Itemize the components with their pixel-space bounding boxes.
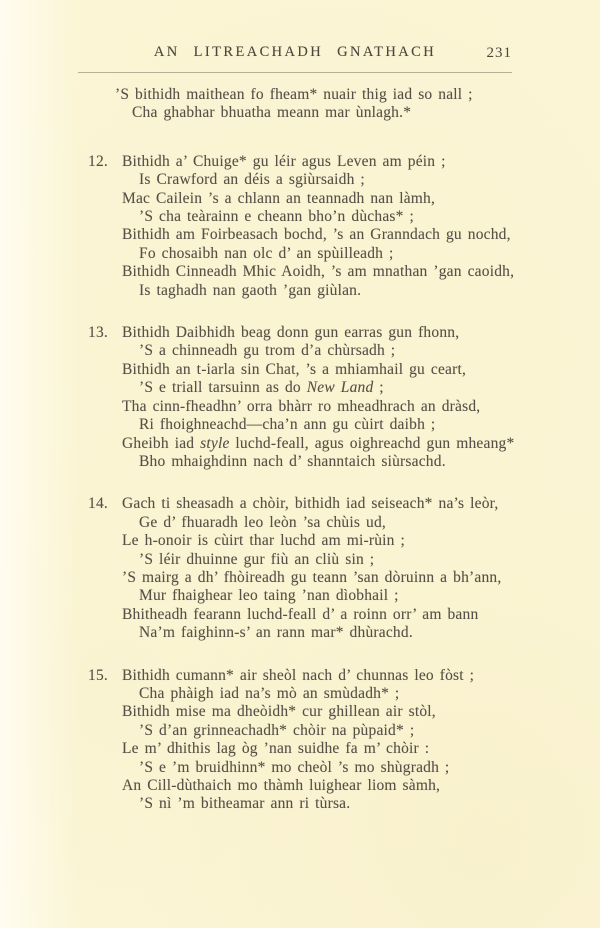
running-title: AN LITREACHADH GNATHACH <box>153 44 437 60</box>
verse-line: Bithidh an t-iarla sin Chat, ’s a mhiamhail gu ceart, <box>122 360 467 378</box>
verse-line: ’S cha teàrainn e cheann bho’n dùchas* ; <box>139 208 414 226</box>
verse-line: Bithidh mise ma dheòidh* cur ghillean air stòl, <box>122 703 436 721</box>
stanza <box>88 324 570 471</box>
verse-line: Bithidh Daibhidh beag donn gun earras gun fhonn, <box>122 324 460 342</box>
verse-line: Bithidh a’ Chuige* gu léir agus Leven am péin ; <box>122 152 446 170</box>
stanza-number: 15. <box>88 666 108 684</box>
verse-line: Mac Cailein ’s a chlann an teannadh nan làmh, <box>122 189 436 207</box>
stanza-lines <box>122 324 514 471</box>
verse-line: Bho mhaighdinn nach d’ shanntaich siùrsachd. <box>139 452 446 470</box>
verse-line: ’S d’an grinneachadh* chòir na pùpaid* ; <box>139 721 415 739</box>
verse-line: Cha ghabhar bhuatha meann mar ùnlagh.* <box>132 104 412 122</box>
poem-body <box>88 86 570 814</box>
verse-line: Bithidh Cinneadh Mhic Aoidh, ’s am mnathan ’gan caoidh, <box>122 263 515 281</box>
verse-line: ’S bithidh maithean fo fheam* nuair thig iad so nall ; <box>115 86 473 103</box>
verse-line: ’S léir dhuinne gur fiù an cliù sin ; <box>139 550 375 568</box>
verse-line: An Cill-dùthaich mo thàmh luighear liom sàmh, <box>122 777 441 794</box>
stanza <box>88 495 570 642</box>
verse-line: ’S nì ’m bitheamar ann ri tùrsa. <box>139 795 351 813</box>
page-header <box>78 44 512 73</box>
stanza-number: 12. <box>88 152 108 170</box>
verse-line: Bithidh cumann* air sheòl nach d’ chunnas leo fòst ; <box>122 666 475 684</box>
italic-phrase: style <box>200 434 230 452</box>
stanza-number: 13. <box>88 324 108 342</box>
verse-line: Tha cinn-fheadhn’ orra bhàrr ro mheadhrach an dràsd, <box>122 397 481 415</box>
verse-line: Is taghadh nan gaoth ’gan giùlan. <box>139 281 362 299</box>
verse-line: Bhitheadh fearann luchd-feall d’ a roinn orr’ am bann <box>122 605 479 623</box>
stanza-fragment <box>115 86 570 123</box>
verse-line: Na’m faighinn-s’ an rann mar* dhùrachd. <box>139 624 413 642</box>
verse-line: Le h-onoir is cùirt thar luchd am mi-rùin ; <box>122 532 405 550</box>
verse-line: ’S a chinneadh gu trom d’a chùrsadh ; <box>139 342 396 360</box>
header-rule <box>78 72 512 73</box>
page-number: 231 <box>486 45 512 61</box>
verse-line: ’S e ’m bruidhinn* mo cheòl ’s mo shùgradh ; <box>139 758 450 776</box>
verse-line: Gach ti sheasadh a chòir, bithidh iad seiseach* na’s leòr, <box>122 495 499 513</box>
stanza <box>88 667 570 814</box>
verse-line: Is Crawford an déis a sgiùrsaidh ; <box>139 171 365 189</box>
stanza-number: 14. <box>88 495 108 513</box>
stanza-lines <box>122 495 501 642</box>
verse-line: Fo chosaibh nan olc d’ an spùilleadh ; <box>139 244 394 262</box>
verse-line: Mur fhaighear leo taing ’nan dìobhail ; <box>139 587 399 605</box>
stanza-lines <box>122 667 474 814</box>
stanza-lines <box>122 153 514 300</box>
verse-line: Gheibh iad style luchd-feall, agus oighreachd gun mheang* <box>122 434 515 452</box>
verse-line: Cha phàigh iad na’s mò an smùdadh* ; <box>139 684 400 702</box>
verse-line: Ge d’ fhuaradh leo leòn ’sa chùis ud, <box>139 513 386 531</box>
stanza <box>88 153 570 300</box>
verse-line: Ri fhoighneachd—cha’n ann gu cùirt daibh ; <box>139 416 436 434</box>
italic-phrase: New Land <box>306 379 374 397</box>
verse-line: Le m’ dhithis lag òg ’nan suidhe fa m’ chòir : <box>122 740 430 758</box>
verse-line: Bithidh am Foirbeasach bochd, ’s an Granndach gu nochd, <box>122 226 511 244</box>
verse-line: ’S mairg a dh’ fhòireadh gu teann ’san dòruinn a bh’ann, <box>122 568 502 586</box>
verse-line: ’S e triall tarsuinn as do New Land ; <box>139 379 384 397</box>
stanza-lines <box>115 86 473 123</box>
